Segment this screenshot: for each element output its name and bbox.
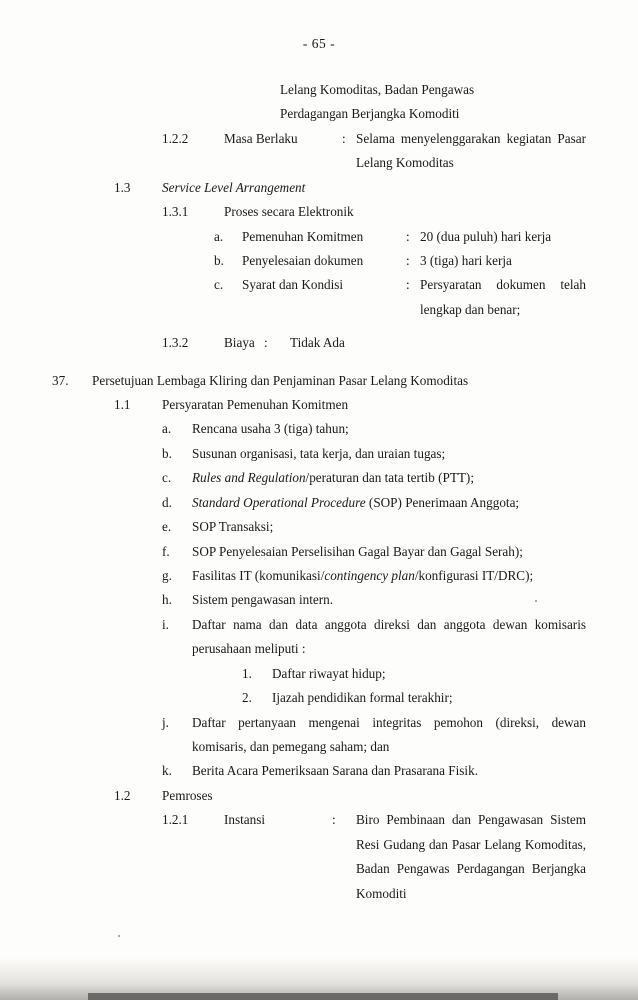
list-item	[52, 466, 586, 490]
entry-text: Daftar pertanyaan mengenai integritas pemohon (direksi, dewan komisaris, dan pemegang saham; dan	[192, 714, 586, 754]
sub-entry-marker: 1.	[242, 665, 252, 681]
item-1-3-2-label: Biaya	[224, 335, 255, 351]
entry-text: Fasilitas IT (komunikasi/	[192, 568, 325, 584]
entry-marker: k.	[162, 763, 172, 779]
item-1-2-2-separator: :	[342, 130, 346, 146]
entry-text: (SOP) Penerimaan Anggota;	[365, 494, 520, 510]
entry-text-italic: Standard Operational Procedure	[192, 494, 366, 510]
entry-marker: c.	[214, 277, 224, 293]
entry-marker: b.	[214, 252, 224, 268]
item-1-3-2	[52, 331, 586, 355]
item-1-3-1-title: Proses secara Elektronik	[224, 204, 354, 220]
entry-text: Rencana usaha 3 (tiga) tahun;	[192, 421, 349, 437]
item-1-1	[52, 393, 586, 417]
list-item	[52, 491, 586, 515]
entry-marker: j.	[162, 714, 169, 730]
entry-text: Berita Acara Pemeriksaan Sarana dan Prasarana Fisik.	[192, 763, 478, 779]
item-1-3-1-number: 1.3.1	[162, 204, 189, 220]
item-1-1-number: 1.1	[114, 397, 131, 413]
entry-marker: e.	[162, 519, 172, 535]
entry-label: Penyelesaian dokumen	[242, 252, 364, 268]
continuation-block	[52, 78, 586, 127]
entry-marker: d.	[162, 494, 172, 510]
item-1-3-1	[52, 200, 586, 224]
sub-entry-text: Ijazah pendidikan formal terakhir;	[272, 690, 453, 706]
item-1-2-2-label: Masa Berlaku	[224, 130, 298, 146]
list-item	[52, 564, 586, 588]
entry-separator: :	[406, 277, 410, 293]
entry-text: SOP Penyelesaian Perselisihan Gagal Bayar dan Gagal Serah);	[192, 543, 523, 559]
item-1-3-number: 1.3	[114, 179, 131, 195]
item-1-2-1-value: Biro Pembinaan dan Pengawasan Sistem Resi Gudang dan Pasar Lelang Komoditas, Badan Pengawas Perdagangan Berjangka Komoditi	[356, 812, 586, 901]
list-item	[52, 613, 586, 662]
entry-marker: f.	[162, 543, 170, 559]
item-1-2-1	[52, 808, 586, 906]
list-item	[52, 540, 586, 564]
item-1-2-1-number: 1.2.1	[162, 812, 189, 828]
continuation-line-1: Lelang Komoditas, Badan Pengawas	[280, 82, 475, 97]
list-item	[52, 662, 586, 686]
scan-speck	[118, 935, 120, 937]
list-item	[52, 249, 586, 273]
item-1-2	[52, 784, 586, 808]
item-1-3-title: Service Level Arrangement	[162, 179, 306, 195]
entry-text: Sistem pengawasan intern.	[192, 592, 333, 608]
item-1-2-title: Pemroses	[162, 787, 213, 803]
item-1-3	[52, 176, 586, 200]
list-item	[52, 515, 586, 539]
entry-separator: :	[406, 228, 410, 244]
entry-marker: a.	[214, 228, 224, 244]
list-item	[52, 442, 586, 466]
item-37-title: Persetujuan Lembaga Kliring dan Penjaminan Pasar Lelang Komoditas	[92, 372, 469, 388]
item-37-number: 37.	[52, 372, 69, 388]
continuation-line-2: Perdagangan Berjangka Komoditi	[280, 106, 460, 122]
entry-label: Syarat dan Kondisi	[242, 277, 344, 293]
entry-text: SOP Transaksi;	[192, 519, 274, 535]
scan-edge-shadow	[0, 958, 638, 1000]
sub-entry-text: Daftar riwayat hidup;	[272, 665, 386, 681]
list-item	[52, 686, 586, 710]
sub-entry-marker: 2.	[242, 690, 252, 706]
entry-text: /peraturan dan tata tertib (PTT);	[305, 470, 474, 486]
entry-text: Daftar nama dan data anggota direksi dan anggota dewan komisaris perusahaan meliputi :	[192, 616, 586, 657]
document-body	[52, 78, 586, 906]
entry-separator: :	[406, 252, 410, 268]
item-1-2-number: 1.2	[114, 787, 131, 803]
entry-value: Persyaratan dokumen telah lengkap dan benar;	[420, 277, 586, 317]
item-37	[52, 369, 586, 393]
item-1-2-1-separator: :	[332, 812, 336, 828]
item-1-2-2-value: Selama menyelenggarakan kegiatan Pasar Lelang Komoditas	[356, 130, 586, 171]
entry-marker: g.	[162, 568, 172, 584]
entry-label: Pemenuhan Komitmen	[242, 228, 364, 244]
item-1-3-2-separator: :	[264, 335, 268, 351]
entry-marker: b.	[162, 445, 172, 461]
entry-marker: h.	[162, 592, 172, 608]
item-1-2-2-number: 1.2.2	[162, 130, 189, 146]
entry-marker: i.	[162, 616, 169, 632]
item-1-3-2-value: Tidak Ada	[290, 335, 345, 351]
scan-edge-strip	[88, 993, 558, 1000]
entry-text-italic: contingency plan	[324, 568, 415, 584]
item-1-1-title: Persyaratan Pemenuhan Komitmen	[162, 397, 349, 413]
item-1-2-2	[52, 127, 586, 176]
list-item	[52, 225, 586, 249]
entry-text-italic: Rules and Regulation	[192, 470, 306, 486]
item-1-3-2-number: 1.3.2	[162, 335, 189, 351]
page-number: - 65 -	[302, 36, 336, 51]
entry-marker: c.	[162, 470, 172, 486]
entry-value: 3 (tiga) hari kerja	[420, 252, 512, 268]
list-item	[52, 417, 586, 441]
entry-text: /konfigurasi IT/DRC);	[414, 568, 534, 584]
entry-marker: a.	[162, 421, 172, 437]
list-item	[52, 273, 586, 322]
entry-value: 20 (dua puluh) hari kerja	[420, 228, 552, 244]
entry-text: Susunan organisasi, tata kerja, dan uraian tugas;	[192, 445, 446, 461]
list-item	[52, 759, 586, 783]
list-item	[52, 711, 586, 760]
item-1-2-1-label: Instansi	[224, 812, 266, 828]
list-item	[52, 588, 586, 612]
